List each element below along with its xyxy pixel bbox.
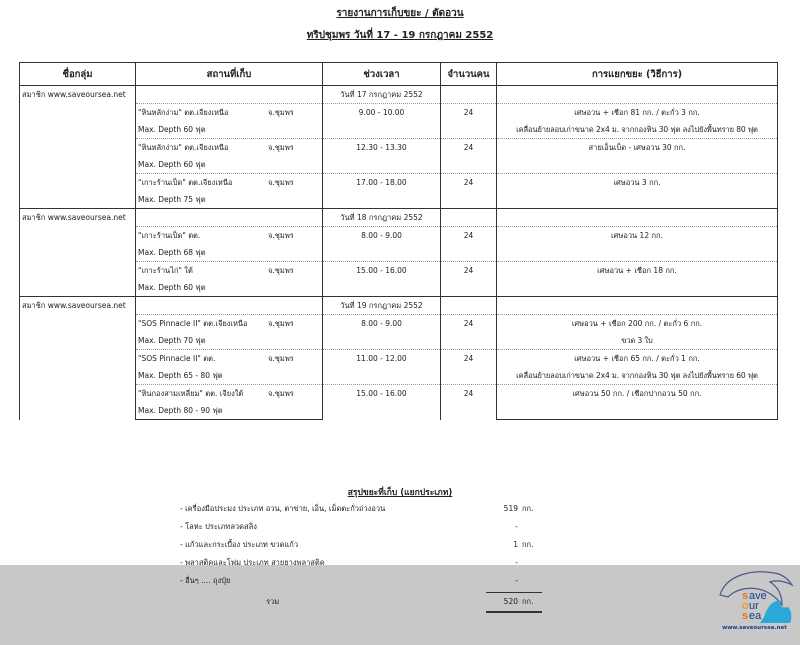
summary-label: - อื่นๆ .... ถุงปุ๋ย <box>180 576 231 585</box>
province: จ.ชุมพร <box>268 266 294 275</box>
method-detail-cell <box>497 402 778 420</box>
col-header-site: สถานที่เก็บ <box>136 63 323 86</box>
summary-value: 519 <box>503 504 518 513</box>
depth-cell: Max. Depth 60 ฟุต <box>136 279 323 297</box>
total-underline <box>486 592 542 593</box>
col-header-group: ชื่อกลุ่ม <box>20 63 136 86</box>
time-cell: 9.00 - 10.00 <box>323 104 441 139</box>
time-cell: 8.00 - 9.00 <box>323 315 441 350</box>
dolphin-logo-icon <box>712 565 797 627</box>
method-detail-cell <box>497 156 778 174</box>
province: จ.ชุมพร <box>268 354 294 363</box>
depth-cell: Max. Depth 68 ฟุต <box>136 244 323 262</box>
summary-value: - <box>515 576 518 585</box>
method-detail-cell <box>497 279 778 297</box>
table-header-row <box>20 63 778 86</box>
method-cell: เศษอวน + เชือก 81 กก. / ตะกั่ว 3 กก. <box>497 104 778 122</box>
empty-cell <box>497 297 778 315</box>
method-cell: เศษอวน 3 กก. <box>497 174 778 192</box>
summary-value: 1 <box>513 540 518 549</box>
province: จ.ชุมพร <box>268 389 294 398</box>
site-name: "SOS Pinnacle II" ตต. <box>138 354 216 363</box>
summary-label: - พลาสติคและโฟม ประเภท สายยางพลาสติค <box>180 558 325 567</box>
site-name: "หินหลักง่าม" ตต.เจียงเหนือ <box>138 108 229 117</box>
site-name: "หินหลักง่าม" ตต.เจียงเหนือ <box>138 143 229 152</box>
province: จ.ชุมพร <box>268 143 294 152</box>
method-cell: เศษอวน 12 กก. <box>497 227 778 245</box>
summary-item <box>180 556 540 570</box>
collection-table <box>19 62 778 420</box>
summary-value: - <box>515 558 518 567</box>
summary-title: สรุปขยะที่เก็บ (แยกประเภท) <box>347 488 453 498</box>
total-value: 520 <box>503 597 518 606</box>
site-name: "หินกองสามเหลี่ยม" ตต. เจียงใต้ <box>138 389 244 398</box>
summary-total <box>180 595 540 609</box>
total-double-underline <box>486 611 542 613</box>
people-cell: 24 <box>441 315 497 350</box>
method-detail-cell: ขวด 3 ใบ <box>497 332 778 350</box>
depth-cell: Max. Depth 60 ฟุต <box>136 121 323 139</box>
time-cell: 15.00 - 16.00 <box>323 262 441 297</box>
site-cell <box>136 262 323 280</box>
empty-cell <box>497 86 778 104</box>
report-title: รายงานการเก็บขยะ / ตัดอวน <box>336 8 464 19</box>
summary-item <box>180 538 540 552</box>
depth-cell: Max. Depth 80 - 90 ฟุต <box>136 402 323 420</box>
empty-cell <box>136 297 323 315</box>
site-cell <box>136 350 323 368</box>
col-header-people: จำนวนคน <box>441 63 497 86</box>
method-detail-cell <box>497 191 778 209</box>
method-cell: เศษอวน + เชือก 200 กก. / ตะกั่ว 6 กก. <box>497 315 778 333</box>
site-name: "SOS Pinnacle II" ตต.เจียงเหนือ <box>138 319 248 328</box>
total-unit: กก. <box>522 597 534 606</box>
group-name: สมาชิก www.saveoursea.net <box>20 297 136 420</box>
method-cell: เศษอวน 50 กก. / เชือกปากอวน 50 กก. <box>497 385 778 403</box>
date-cell: วันที่ 18 กรกฎาคม 2552 <box>323 209 441 227</box>
summary-unit: กก. <box>522 540 534 549</box>
empty-cell <box>441 86 497 104</box>
empty-cell <box>136 209 323 227</box>
svg-text:s: s <box>742 610 749 622</box>
people-cell: 24 <box>441 350 497 385</box>
time-cell: 8.00 - 9.00 <box>323 227 441 262</box>
date-cell: วันที่ 19 กรกฎาคม 2552 <box>323 297 441 315</box>
summary-label: - แก้วและกระเบื้อง ประเภท ขวดแก้ว <box>180 540 299 549</box>
site-cell <box>136 385 323 403</box>
province: จ.ชุมพร <box>268 231 294 240</box>
summary-label: - เครื่องมือประมง ประเภท อวน, ตาข่าย, เอ็น, เม็ดตะกั่วถ่วงอวน <box>180 504 386 513</box>
depth-cell: Max. Depth 65 - 80 ฟุต <box>136 367 323 385</box>
date-row <box>20 297 778 315</box>
site-cell <box>136 174 323 192</box>
time-cell: 11.00 - 12.00 <box>323 350 441 385</box>
province: จ.ชุมพร <box>268 108 294 117</box>
saveoursea-logo <box>712 565 797 637</box>
depth-cell: Max. Depth 70 ฟุต <box>136 332 323 350</box>
method-cell: เศษอวน + เชือก 18 กก. <box>497 262 778 280</box>
site-cell <box>136 227 323 245</box>
depth-cell: Max. Depth 75 ฟุต <box>136 191 323 209</box>
site-cell <box>136 315 323 333</box>
method-cell: เศษอวน + เชือก 65 กก. / ตะกั่ว 1 กก. <box>497 350 778 368</box>
people-cell: 24 <box>441 227 497 262</box>
summary-value: - <box>515 522 518 531</box>
time-cell: 12.30 - 13.30 <box>323 139 441 174</box>
date-cell: วันที่ 17 กรกฎาคม 2552 <box>323 86 441 104</box>
svg-text:o: o <box>742 600 749 612</box>
col-header-method: การแยกขยะ (วิธีการ) <box>497 63 778 86</box>
summary-label: - โลหะ ประเภทลวดสลิง <box>180 522 257 531</box>
site-name: "เกาะร้านเป็ด" ตต.เจียงเหนือ <box>138 178 233 187</box>
method-detail-cell: เคลื่อนย้ายลอบเก่าขนาด 2x4 ม. จากกองหิน 30 ฟุต ลงไปยังพื้นทราย 60 ฟุต <box>497 367 778 385</box>
method-detail-cell: เคลื่อนย้ายลอบเก่าขนาด 2x4 ม. จากกองหิน 30 ฟุต ลงไปยังพื้นทราย 80 ฟุต <box>497 121 778 139</box>
site-cell <box>136 139 323 157</box>
total-label: รวม <box>266 597 280 606</box>
report-subtitle: ทริปชุมพร วันที่ 17 - 19 กรกฎาคม 2552 <box>306 30 494 41</box>
method-cell: สายเอ็นเบ็ด - เศษอวน 30 กก. <box>497 139 778 157</box>
site-cell <box>136 104 323 122</box>
svg-text:s: s <box>742 590 749 602</box>
people-cell: 24 <box>441 174 497 209</box>
people-cell: 24 <box>441 139 497 174</box>
method-detail-cell <box>497 244 778 262</box>
empty-cell <box>497 209 778 227</box>
people-cell: 24 <box>441 262 497 297</box>
site-name: "เกาะร้านเป็ด" ตต. <box>138 231 201 240</box>
time-cell: 15.00 - 16.00 <box>323 385 441 420</box>
svg-text:ea: ea <box>749 610 762 622</box>
svg-text:ave: ave <box>749 590 767 602</box>
people-cell: 24 <box>441 385 497 420</box>
summary-item <box>180 502 540 516</box>
summary-item <box>180 520 540 534</box>
province: จ.ชุมพร <box>268 178 294 187</box>
summary-unit: กก. <box>522 504 534 513</box>
date-row <box>20 86 778 104</box>
depth-cell: Max. Depth 60 ฟุต <box>136 156 323 174</box>
province: จ.ชุมพร <box>268 319 294 328</box>
empty-cell <box>441 297 497 315</box>
group-name: สมาชิก www.saveoursea.net <box>20 209 136 297</box>
col-header-time: ช่วงเวลา <box>323 63 441 86</box>
date-row <box>20 209 778 227</box>
svg-text:ur: ur <box>749 600 759 612</box>
time-cell: 17.00 - 18.00 <box>323 174 441 209</box>
site-name: "เกาะร้านไก่" ใต้ <box>138 266 193 275</box>
empty-cell <box>136 86 323 104</box>
logo-url: www.saveoursea.net <box>722 625 787 631</box>
empty-cell <box>441 209 497 227</box>
people-cell: 24 <box>441 104 497 139</box>
group-name: สมาชิก www.saveoursea.net <box>20 86 136 209</box>
summary-item <box>180 574 540 588</box>
